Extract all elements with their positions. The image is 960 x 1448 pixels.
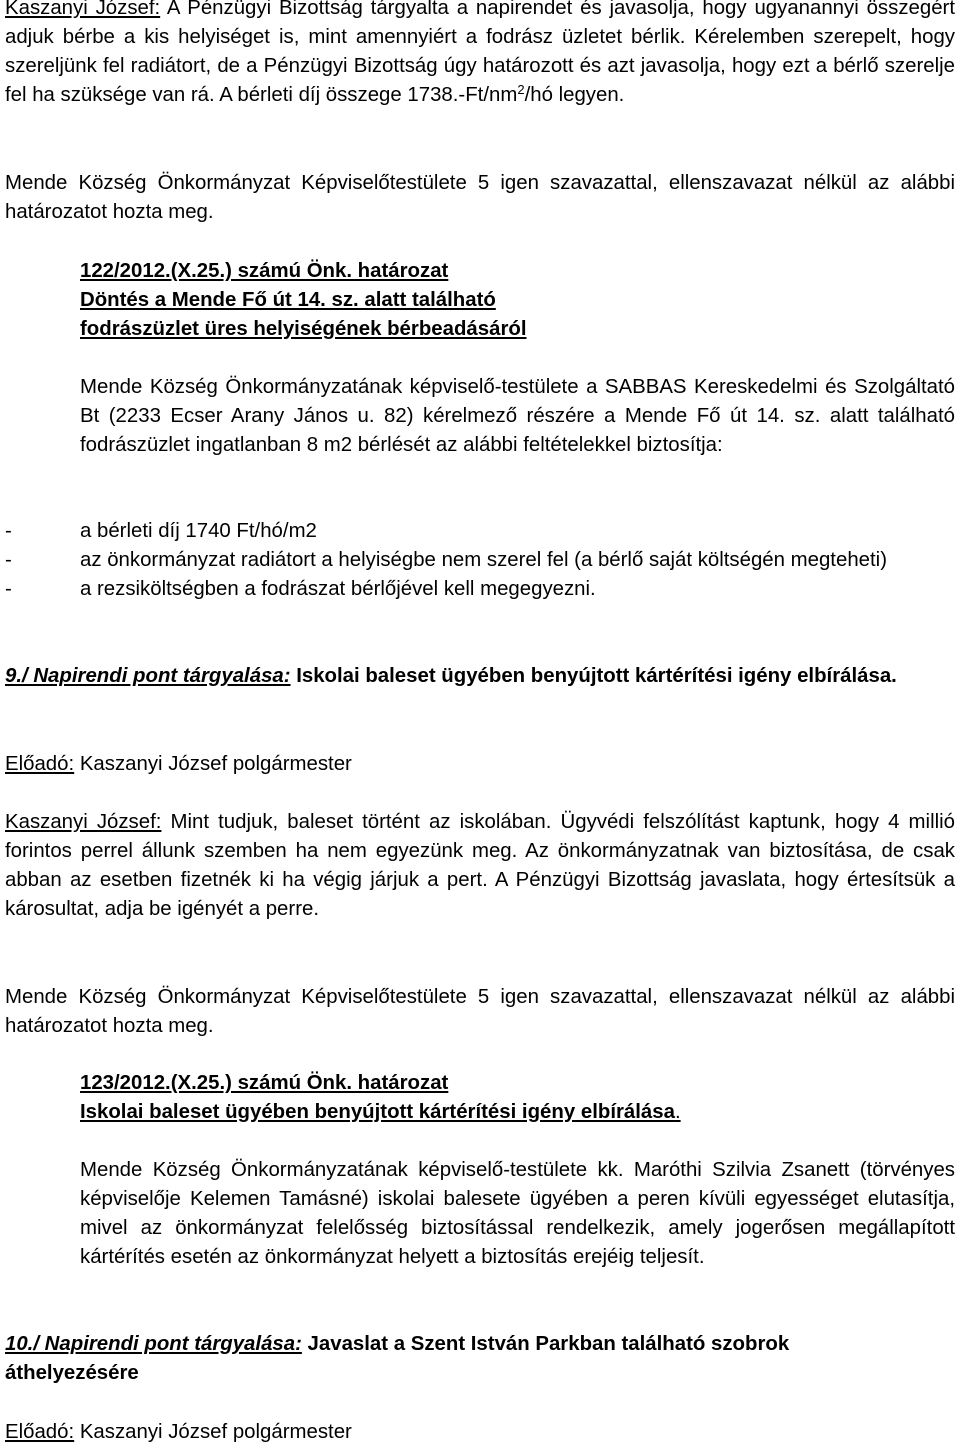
speaker-name: Kaszanyi József: — [5, 811, 162, 833]
agenda-item-label: 9./ Napirendi pont tárgyalása: — [5, 665, 291, 687]
agenda-item-title: Iskolai baleset ügyében benyújtott kártérítési igény elbírálása. — [290, 665, 897, 687]
list-dash: - — [5, 578, 12, 600]
list-dash: - — [5, 549, 12, 571]
resolution-number: 123/2012.(X.25.) számú Önk. határozat — [80, 1072, 449, 1094]
agenda-item-label: 10./ Napirendi pont tárgyalása: — [5, 1333, 302, 1355]
resolution-123-header — [80, 1069, 955, 1127]
presenter-line-2 — [5, 1418, 955, 1447]
presenter-label: Előadó: — [5, 753, 75, 775]
list-item — [5, 546, 955, 575]
speech-paragraph-1 — [5, 0, 955, 110]
presenter-line-1 — [5, 750, 955, 779]
vote-statement-2: Mende Község Önkormányzat Képviselőtestülete 5 igen szavazattal, ellenszavazat nélkül az alábbi határozatot hozta meg. — [5, 986, 955, 1037]
agenda-item-10 — [5, 1330, 905, 1388]
list-item — [5, 517, 955, 546]
resolution-title: Iskolai baleset ügyében benyújtott kártérítési igény elbírálása. — [80, 1101, 681, 1123]
speech-text-tail: /hó legyen. — [524, 84, 625, 106]
list-item — [5, 575, 955, 604]
list-item-text: a rezsiköltségben a fodrászat bérlőjével kell megegyezni. — [80, 578, 596, 600]
resolution-title-line-1: Döntés a Mende Fő út 14. sz. alatt található — [80, 289, 496, 311]
resolution-title-line-2: fodrászüzlet üres helyiségének bérbeadásáról — [80, 318, 527, 340]
superscript: 2 — [517, 82, 525, 97]
conditions-list — [5, 517, 955, 604]
agenda-item-9 — [5, 662, 955, 691]
list-item-text: a bérleti díj 1740 Ft/hó/m2 — [80, 520, 317, 542]
presenter-name: Kaszanyi József polgármester — [74, 753, 352, 775]
speech-text: Mint tudjuk, baleset történt az iskolában. Ügyvédi felszólítást kaptunk, hogy 4 millió forintos perrel állunk szemben ha nem egyezünk meg. Az önkormányzatnak van biztosítása, de csak abban az esetben fizetnék ki ha végig járjuk a pert. A Pénzügyi Bizottság javaslata, hogy értesítsük a károsultat, adja be igényét a perre. — [5, 811, 955, 920]
resolution-123-body: Mende Község Önkormányzatának képviselő-testülete kk. Maróthi Szilvia Zsanett (törvényes képviselője Kelemen Tamásné) iskolai balesete ügyében a peren kívüli egyességet elutasítja, mivel az önkormányzat felelősség biztosítással rendelkezik, amely jogerősen megállapított kártérítés esetén az önkormányzat helyett a biztosítás erejéig teljesít. — [80, 1159, 955, 1268]
list-dash: - — [5, 520, 12, 542]
resolution-122-header — [80, 257, 955, 344]
presenter-name: Kaszanyi József polgármester — [74, 1421, 352, 1443]
speech-paragraph-2 — [5, 808, 955, 924]
presenter-label: Előadó: — [5, 1421, 75, 1443]
speaker-name: Kaszanyi József: — [5, 0, 161, 19]
resolution-122-body: Mende Község Önkormányzatának képviselő-testülete a SABBAS Kereskedelmi és Szolgáltató Bt (2233 Ecser Arany János u. 82) kérelmező részére a Mende Fő út 14. sz. alatt található fodrászüzlet ingatlanban 8 m2 bérlését az alábbi feltételekkel biztosítja: — [80, 376, 955, 456]
list-item-text: az önkormányzat radiátort a helyiségbe nem szerel fel (a bérlő saját költségén megteheti) — [80, 549, 887, 571]
resolution-number: 122/2012.(X.25.) számú Önk. határozat — [80, 260, 449, 282]
agenda-item-title: Javaslat a Szent István Parkban található szobrok áthelyezésére — [5, 1333, 790, 1384]
speech-text: A Pénzügyi Bizottság tárgyalta a napirendet és javasolja, hogy ugyanannyi összegért adjuk bérbe a kis helyiséget is, mint amennyiért a fodrász üzletet bérlik. Kérelemben szerepelt, hogy szereljünk fel radiátort, de a Pénzügyi Bizottság úgy határozott és azt javasolja, hogy ezt a bérlő szerelje fel ha szüksége van rá. A bérleti díj összege 1738.-Ft/nm — [5, 0, 955, 106]
vote-statement-1: Mende Község Önkormányzat Képviselőtestülete 5 igen szavazattal, ellenszavazat nélkül az alábbi határozatot hozta meg. — [5, 172, 955, 223]
